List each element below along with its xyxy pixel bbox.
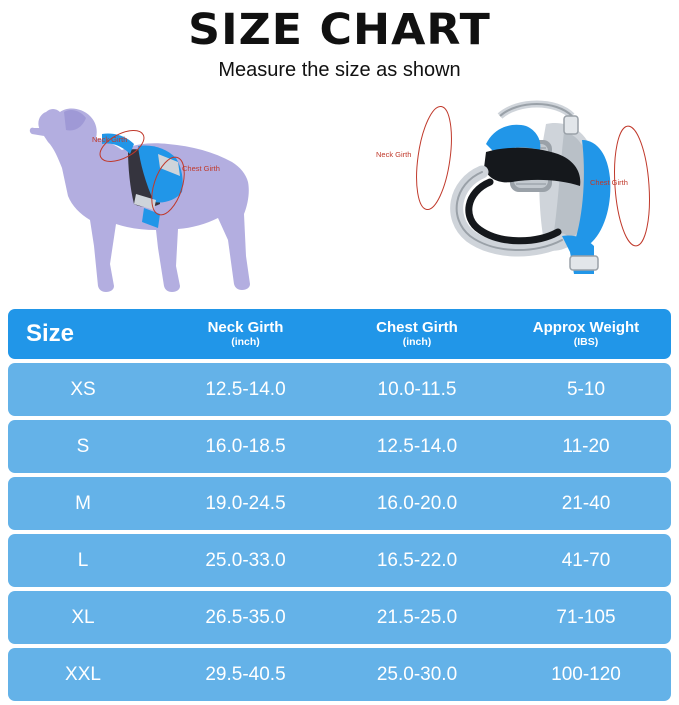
dog-silhouette-icon bbox=[10, 88, 320, 300]
harness-neck-girth-label: Neck Girth bbox=[376, 150, 412, 160]
cell-weight: 21-40 bbox=[501, 477, 671, 530]
cell-chest: 10.0-11.5 bbox=[333, 363, 501, 416]
cell-chest: 16.5-22.0 bbox=[333, 534, 501, 587]
header-neck-unit: (inch) bbox=[231, 335, 260, 348]
cell-neck: 12.5-14.0 bbox=[158, 363, 333, 416]
harness-illustration bbox=[350, 88, 670, 300]
table-row bbox=[8, 420, 671, 473]
cell-chest: 25.0-30.0 bbox=[333, 648, 501, 701]
table-header-row bbox=[8, 309, 671, 359]
cell-chest: 12.5-14.0 bbox=[333, 420, 501, 473]
dog-chest-girth-label: Chest Girth bbox=[182, 164, 220, 174]
cell-chest: 16.0-20.0 bbox=[333, 477, 501, 530]
cell-chest: 21.5-25.0 bbox=[333, 591, 501, 644]
header-weight-unit: (IBS) bbox=[573, 335, 599, 348]
table-row bbox=[8, 648, 671, 701]
header bbox=[0, 0, 679, 82]
header-cell-size bbox=[8, 309, 158, 359]
cell-size: XXL bbox=[8, 648, 158, 701]
cell-size: XL bbox=[8, 591, 158, 644]
table-row bbox=[8, 534, 671, 587]
table-row bbox=[8, 591, 671, 644]
table-row bbox=[8, 477, 671, 530]
cell-weight: 11-20 bbox=[501, 420, 671, 473]
cell-size: S bbox=[8, 420, 158, 473]
page-title: SIZE CHART bbox=[188, 5, 491, 55]
cell-neck: 16.0-18.5 bbox=[158, 420, 333, 473]
cell-size: L bbox=[8, 534, 158, 587]
header-weight-label: Approx Weight bbox=[532, 318, 640, 336]
header-chest-unit: (inch) bbox=[402, 335, 432, 348]
header-chest-label: Chest Girth bbox=[376, 318, 458, 336]
size-table bbox=[8, 305, 671, 705]
cell-weight: 100-120 bbox=[501, 648, 671, 701]
illustration-area bbox=[0, 88, 679, 300]
cell-size: M bbox=[8, 477, 158, 530]
dog-illustration bbox=[10, 88, 320, 300]
cell-weight: 41-70 bbox=[501, 534, 671, 587]
dog-neck-girth-label: Neck Girth bbox=[92, 135, 128, 145]
cell-size: XS bbox=[8, 363, 158, 416]
header-neck-label: Neck Girth bbox=[207, 318, 284, 336]
table-row bbox=[8, 363, 671, 416]
page-subtitle: Measure the size as shown bbox=[218, 59, 461, 82]
header-cell-weight bbox=[501, 309, 671, 359]
harness-product-icon bbox=[350, 88, 670, 300]
header-size-label: Size bbox=[26, 320, 75, 347]
cell-neck: 29.5-40.5 bbox=[158, 648, 333, 701]
header-cell-chest bbox=[333, 309, 501, 359]
size-table-container bbox=[8, 305, 671, 705]
cell-neck: 19.0-24.5 bbox=[158, 477, 333, 530]
cell-weight: 5-10 bbox=[501, 363, 671, 416]
header-cell-neck bbox=[158, 309, 333, 359]
harness-chest-girth-label: Chest Girth bbox=[590, 178, 628, 188]
cell-neck: 25.0-33.0 bbox=[158, 534, 333, 587]
cell-neck: 26.5-35.0 bbox=[158, 591, 333, 644]
cell-weight: 71-105 bbox=[501, 591, 671, 644]
